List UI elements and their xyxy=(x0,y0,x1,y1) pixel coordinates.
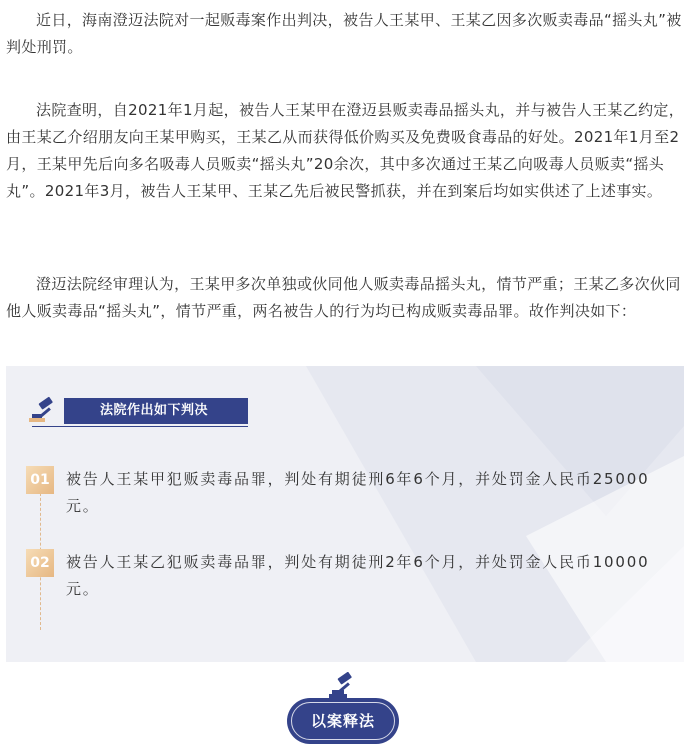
gavel-icon xyxy=(28,396,62,426)
case-explanation-button[interactable] xyxy=(287,698,399,744)
item-number-badge: 01 xyxy=(26,466,54,494)
verdict-item-text: 被告人王某甲犯贩卖毒品罪，判处有期徒刑6年6个月，并处罚金人民币25000元。 xyxy=(66,470,650,515)
ruling-paragraph: 澄迈法院经审理认为，王某甲多次单独或伙同他人贩卖毒品摇头丸，情节严重；王某乙多次伙同他人贩卖毒品“摇头丸”，情节严重，两名被告人的行为均已构成贩卖毒品罪。故作判决如下： xyxy=(6,275,681,320)
case-explanation-section xyxy=(0,668,690,755)
case-explanation-label: 以案释法 xyxy=(310,712,375,730)
intro-paragraph: 近日，海南澄迈法院对一起贩毒案作出判决，被告人王某甲、王某乙因多次贩卖毒品“摇头丸”被判处刑罚。 xyxy=(6,11,682,56)
verdict-item-text: 被告人王某乙犯贩卖毒品罪，判处有期徒刑2年6个月，并处罚金人民币10000元。 xyxy=(66,553,650,598)
item-number-badge: 02 xyxy=(26,549,54,577)
findings-paragraph: 法院查明，自2021年1月起，被告人王某甲在澄迈县贩卖毒品摇头丸，并与被告人王某乙约定，由王某乙介绍朋友向王某甲购买，王某乙从而获得低价购买及免费吸食毒品的好处。2021年1月至2月，王某甲先后向多名吸毒人员贩卖“摇头丸”20余次，其中多次通过王某乙向吸毒人员贩卖“摇头丸”。2021年3月，被告人王某甲、王某乙先后被民警抓获，并在到案后均如实供述了上述事实。 xyxy=(6,101,685,200)
verdict-title: 法院作出如下判决 xyxy=(64,398,248,424)
verdict-box xyxy=(6,366,684,662)
title-underline xyxy=(32,426,248,427)
